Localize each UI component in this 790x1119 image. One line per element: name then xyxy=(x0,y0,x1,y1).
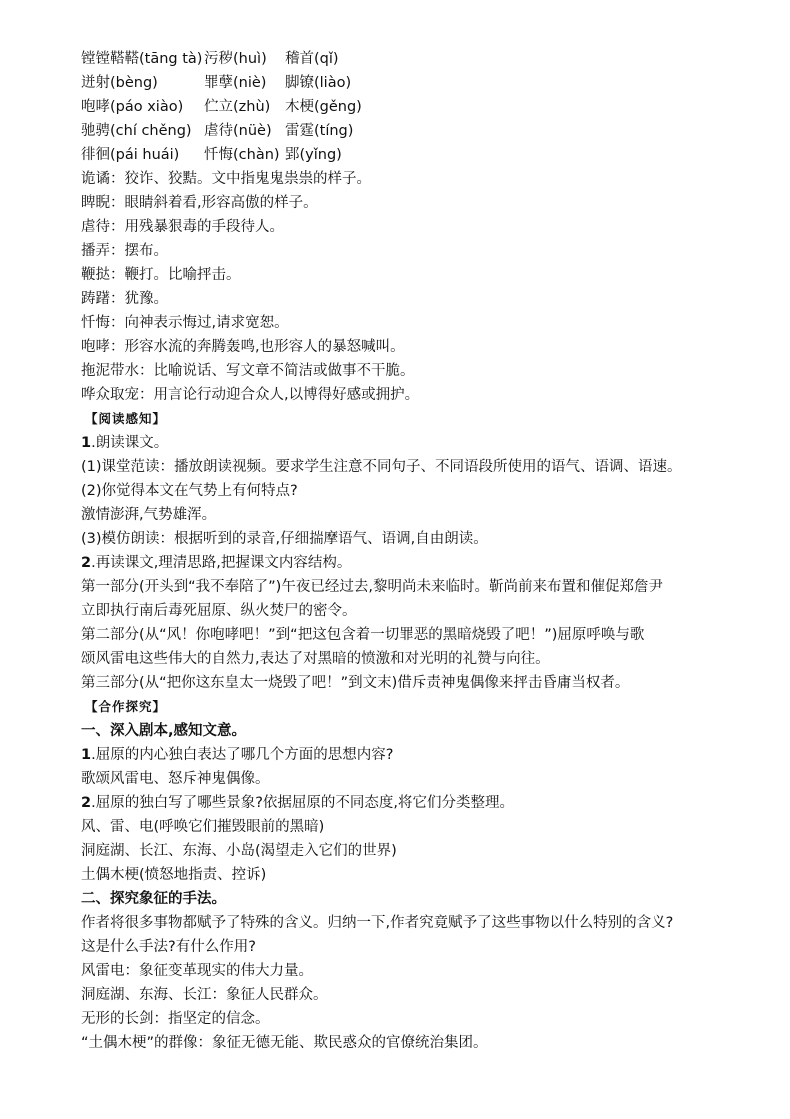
question-2-answer: 风、雷、电(呼唤它们摧毁眼前的黑暗) xyxy=(81,819,325,835)
vocab-row xyxy=(81,119,353,143)
vocab-word: 迸射(bèng) xyxy=(81,75,158,91)
question-1-answer: 歌颂风雷电、怒斥神鬼偶像。 xyxy=(81,771,270,787)
vocab-row xyxy=(81,143,342,167)
question-3-line2: 这是什么手法?有什么作用? xyxy=(81,939,256,955)
question-3-answer: “土偶木梗”的群像：象征无德无能、欺民惑众的官僚统治集团。 xyxy=(81,1035,488,1051)
definition: 鞭挞：鞭打。比喻抨击。 xyxy=(81,267,241,283)
vocab-word: 徘徊(pái huái) xyxy=(81,147,180,163)
vocab-word: 郢(yǐng) xyxy=(285,147,342,163)
reading-item-2 xyxy=(81,551,351,575)
definition: 诡谲：狡诈、狡黠。文中指鬼鬼祟祟的样子。 xyxy=(81,171,371,187)
part2-line1: 第二部分(从“风！你咆哮吧！”到“把这包含着一切罪恶的黑暗烧毁了吧！”)屈原呼唤与歌 xyxy=(81,627,645,643)
definition: 睥睨：眼睛斜着看,形容高傲的样子。 xyxy=(81,195,318,211)
vocab-word: 驰骋(chí chěng) xyxy=(81,123,192,139)
section-title-reading: 【阅读感知】 xyxy=(85,411,167,426)
definition: 咆哮：形容水流的奔腾轰鸣,也形容人的暴怒喊叫。 xyxy=(81,339,405,355)
reading-sub-1: (1)课堂范读：播放朗读视频。要求学生注意不同句子、不同语段所使用的语气、语调、语速。 xyxy=(81,459,682,475)
definition: 播弄：摆布。 xyxy=(81,243,168,259)
definition: 虐待：用残暴狠毒的手段待人。 xyxy=(81,219,284,235)
vocab-word: 污秽(huì) xyxy=(204,51,267,67)
sub-heading-1: 一、深入剧本,感知文意。 xyxy=(81,723,247,739)
sub-heading-2: 二、探究象征的手法。 xyxy=(81,891,226,907)
vocab-word: 脚镣(liào) xyxy=(285,75,352,91)
question-3-answer: 风雷电：象征变革现实的伟大力量。 xyxy=(81,963,313,979)
definition: 哗众取宠：用言论行动迎合众人,以博得好感或拥护。 xyxy=(81,387,420,403)
part3: 第三部分(从“把你这东皇太一烧毁了吧！”到文末)借斥责神鬼偶像来抨击昏庸当权者。 xyxy=(81,675,630,691)
vocab-row xyxy=(81,47,339,71)
vocab-word: 木梗(gěng) xyxy=(285,99,362,115)
vocab-word: 忏悔(chàn) xyxy=(204,147,280,163)
item-text: .屈原的独白写了哪些景象?依据屈原的不同态度,将它们分类整理。 xyxy=(91,795,515,811)
question-3-line1: 作者将很多事物都赋予了特殊的含义。归纳一下,作者究竟赋予了这些事物以什么特别的含义? xyxy=(81,915,674,931)
question-1 xyxy=(81,743,393,767)
part2-line2: 颂风雷电这些伟大的自然力,表达了对黑暗的愤激和对光明的礼赞与向往。 xyxy=(81,651,550,667)
definition: 拖泥带水：比喻说话、写文章不简洁或做事不干脆。 xyxy=(81,363,415,379)
question-2-answer: 土偶木梗(愤怒地指责、控诉) xyxy=(81,867,267,883)
vocab-word: 稽首(qǐ) xyxy=(285,51,339,67)
reading-sub-2-answer: 激情澎湃,气势雄浑。 xyxy=(81,507,217,523)
part1-line1: 第一部分(开头到“我不奉陪了”)午夜已经过去,黎明尚未来临时。靳尚前来布置和催促郑詹尹 xyxy=(81,579,663,595)
item-number: 1 xyxy=(81,435,92,451)
item-number: 2 xyxy=(81,795,92,811)
vocab-row xyxy=(81,95,362,119)
vocab-row xyxy=(81,71,351,95)
vocab-word: 镗镗鞳鞳(tāng tà) xyxy=(81,51,203,67)
vocab-word: 虐待(nüè) xyxy=(204,123,272,139)
question-3-answer: 洞庭湖、东海、长江：象征人民群众。 xyxy=(81,987,328,1003)
item-number: 2 xyxy=(81,555,92,571)
section-title-cooperative: 【合作探究】 xyxy=(85,699,167,714)
reading-sub-3: (3)模仿朗读：根据听到的录音,仔细揣摩语气、语调,自由朗读。 xyxy=(81,531,488,547)
definition: 踌躇：犹豫。 xyxy=(81,291,168,307)
question-3-answer: 无形的长剑：指坚定的信念。 xyxy=(81,1011,270,1027)
reading-sub-2: (2)你觉得本文在气势上有何特点? xyxy=(81,483,298,499)
part1-line2: 立即执行南后毒死屈原、纵火焚尸的密令。 xyxy=(81,603,357,619)
question-2-answer: 洞庭湖、长江、东海、小岛(渴望走入它们的世界) xyxy=(81,843,397,859)
item-text: .屈原的内心独白表达了哪几个方面的思想内容? xyxy=(91,747,394,763)
item-text: .再读课文,理清思路,把握课文内容结构。 xyxy=(91,555,352,571)
question-2 xyxy=(81,791,514,815)
item-number: 1 xyxy=(81,747,92,763)
vocab-word: 雷霆(tíng) xyxy=(285,123,354,139)
definition: 忏悔：向神表示悔过,请求宽恕。 xyxy=(81,315,289,331)
vocab-word: 罪孽(niè) xyxy=(204,75,267,91)
reading-item-1 xyxy=(81,431,168,455)
vocab-word: 咆哮(páo xiào) xyxy=(81,99,184,115)
item-text: .朗读课文。 xyxy=(91,435,169,451)
vocab-word: 伫立(zhù) xyxy=(204,99,271,115)
